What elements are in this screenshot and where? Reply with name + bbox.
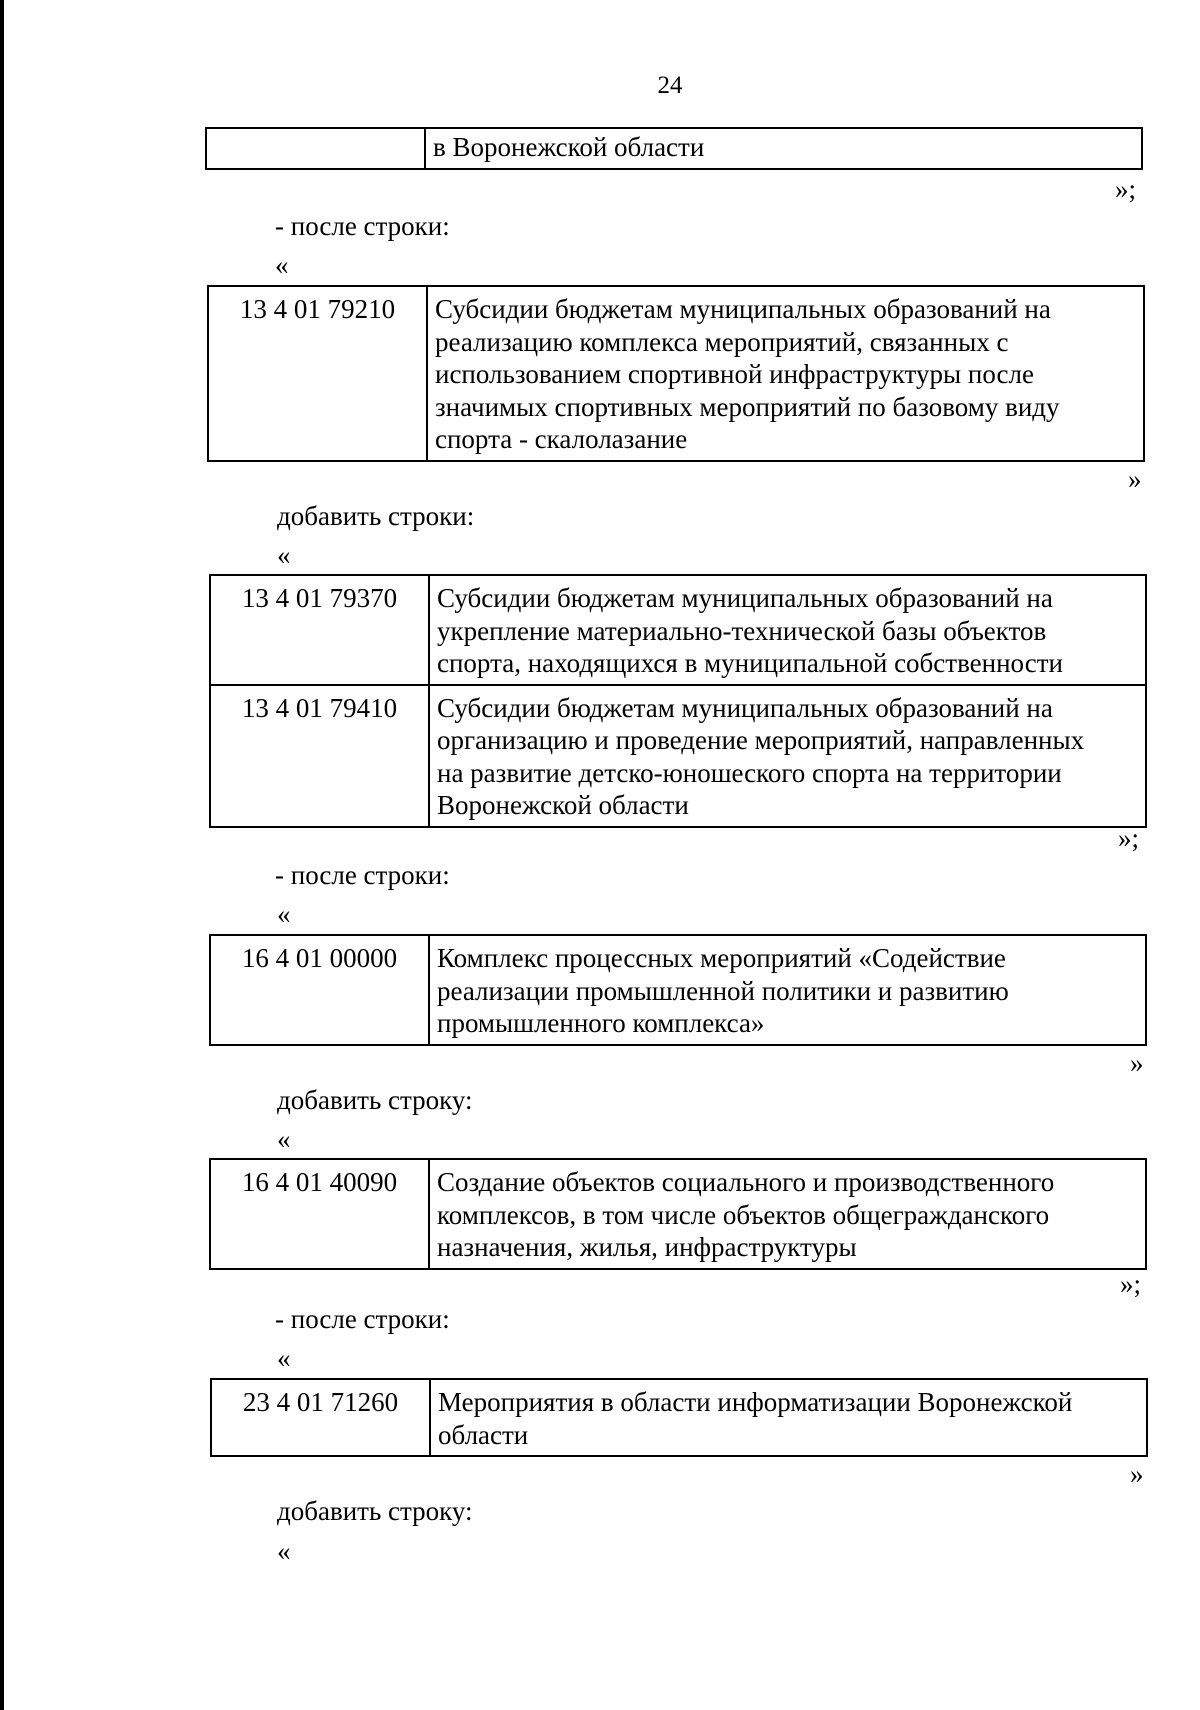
desc-line: Воронежской области	[437, 790, 689, 820]
desc-line: использованием спортивной инфраструктуры после	[435, 359, 1034, 389]
after-row-label: - после строки:	[275, 860, 450, 890]
desc-line: спорта, находящихся в муниципальной собственности	[437, 648, 1063, 678]
after-row-label: - после строки:	[275, 1304, 450, 1334]
desc-line: организацию и проведение мероприятий, направленных	[437, 725, 1085, 755]
desc-cell	[429, 935, 1146, 1045]
desc-line: Комплекс процессных мероприятий «Содействие	[437, 943, 1006, 973]
opening-quote: «	[277, 1124, 291, 1154]
code-cell: 13 4 01 79410	[210, 685, 429, 827]
closing-quote: »	[1130, 1459, 1144, 1489]
code-cell: 13 4 01 79210	[208, 286, 427, 461]
code-cell: 13 4 01 79370	[210, 575, 429, 685]
table-row	[208, 286, 1144, 461]
page-number: 24	[657, 72, 683, 99]
desc-line: Создание объектов социального и производственного	[437, 1167, 1055, 1197]
desc-line: Мероприятия в области информатизации Воронежской	[438, 1387, 1073, 1417]
desc-line: области	[438, 1419, 529, 1450]
desc-cell	[429, 575, 1146, 685]
table-after-row-3	[210, 1378, 1148, 1457]
table-after-row-1	[207, 285, 1145, 462]
desc-line: укрепление материально-технической базы объектов	[437, 615, 1047, 646]
closing-quote: »	[1128, 464, 1142, 494]
desc-line: реализации промышленной политики и развитию	[437, 975, 1009, 1006]
desc-cell: в Воронежской области	[425, 128, 1142, 169]
closing-quote: »;	[1118, 823, 1140, 853]
closing-quote: »;	[1115, 174, 1137, 204]
scan-left-edge	[0, 0, 4, 1710]
desc-line: Субсидии бюджетам муниципальных образований на	[435, 294, 1051, 324]
table-added-row-1	[209, 1158, 1147, 1270]
desc-line: комплексов, в том числе объектов общегражданского	[437, 1199, 1050, 1230]
desc-line: Субсидии бюджетам муниципальных образований на	[437, 692, 1053, 723]
table-row	[211, 1379, 1147, 1456]
desc-cell	[427, 286, 1144, 461]
table-row	[210, 935, 1146, 1045]
add-row-label: добавить строку:	[277, 1085, 473, 1115]
desc-line: спорта - скалолазание	[435, 424, 688, 454]
desc-line: назначения, жилья, инфраструктуры	[437, 1232, 857, 1262]
desc-cell	[430, 1379, 1147, 1456]
table-row	[210, 685, 1146, 827]
closing-quote: »	[1130, 1048, 1144, 1078]
after-row-label: - после строки:	[275, 211, 450, 241]
code-cell: 23 4 01 71260	[211, 1379, 430, 1456]
desc-cell	[429, 1159, 1146, 1269]
desc-cell	[429, 685, 1146, 827]
opening-quote: «	[277, 540, 291, 570]
table-added-rows	[209, 574, 1147, 828]
desc-line: реализацию комплекса мероприятий, связанных с	[435, 326, 1009, 357]
table-after-row-2	[209, 934, 1147, 1046]
table-continuation	[205, 127, 1143, 170]
desc-line: значимых спортивных мероприятий по базовому виду	[435, 391, 1060, 422]
code-cell: 16 4 01 00000	[210, 935, 429, 1045]
add-row-label: добавить строку:	[277, 1496, 473, 1526]
code-cell	[206, 128, 425, 169]
table-row	[210, 575, 1146, 685]
desc-line: на развитие детско-юношеского спорта на территории	[437, 757, 1062, 788]
desc-line: промышленного комплекса»	[437, 1008, 765, 1038]
closing-quote: »;	[1120, 1269, 1142, 1299]
opening-quote: «	[277, 1536, 291, 1566]
table-row	[210, 1159, 1146, 1269]
opening-quote: «	[277, 899, 291, 929]
add-rows-label: добавить строки:	[277, 501, 475, 531]
desc-line: Субсидии бюджетам муниципальных образований на	[437, 583, 1053, 613]
opening-quote: «	[277, 1343, 291, 1373]
opening-quote: «	[275, 250, 289, 280]
code-cell: 16 4 01 40090	[210, 1159, 429, 1269]
table-row	[206, 128, 1142, 169]
